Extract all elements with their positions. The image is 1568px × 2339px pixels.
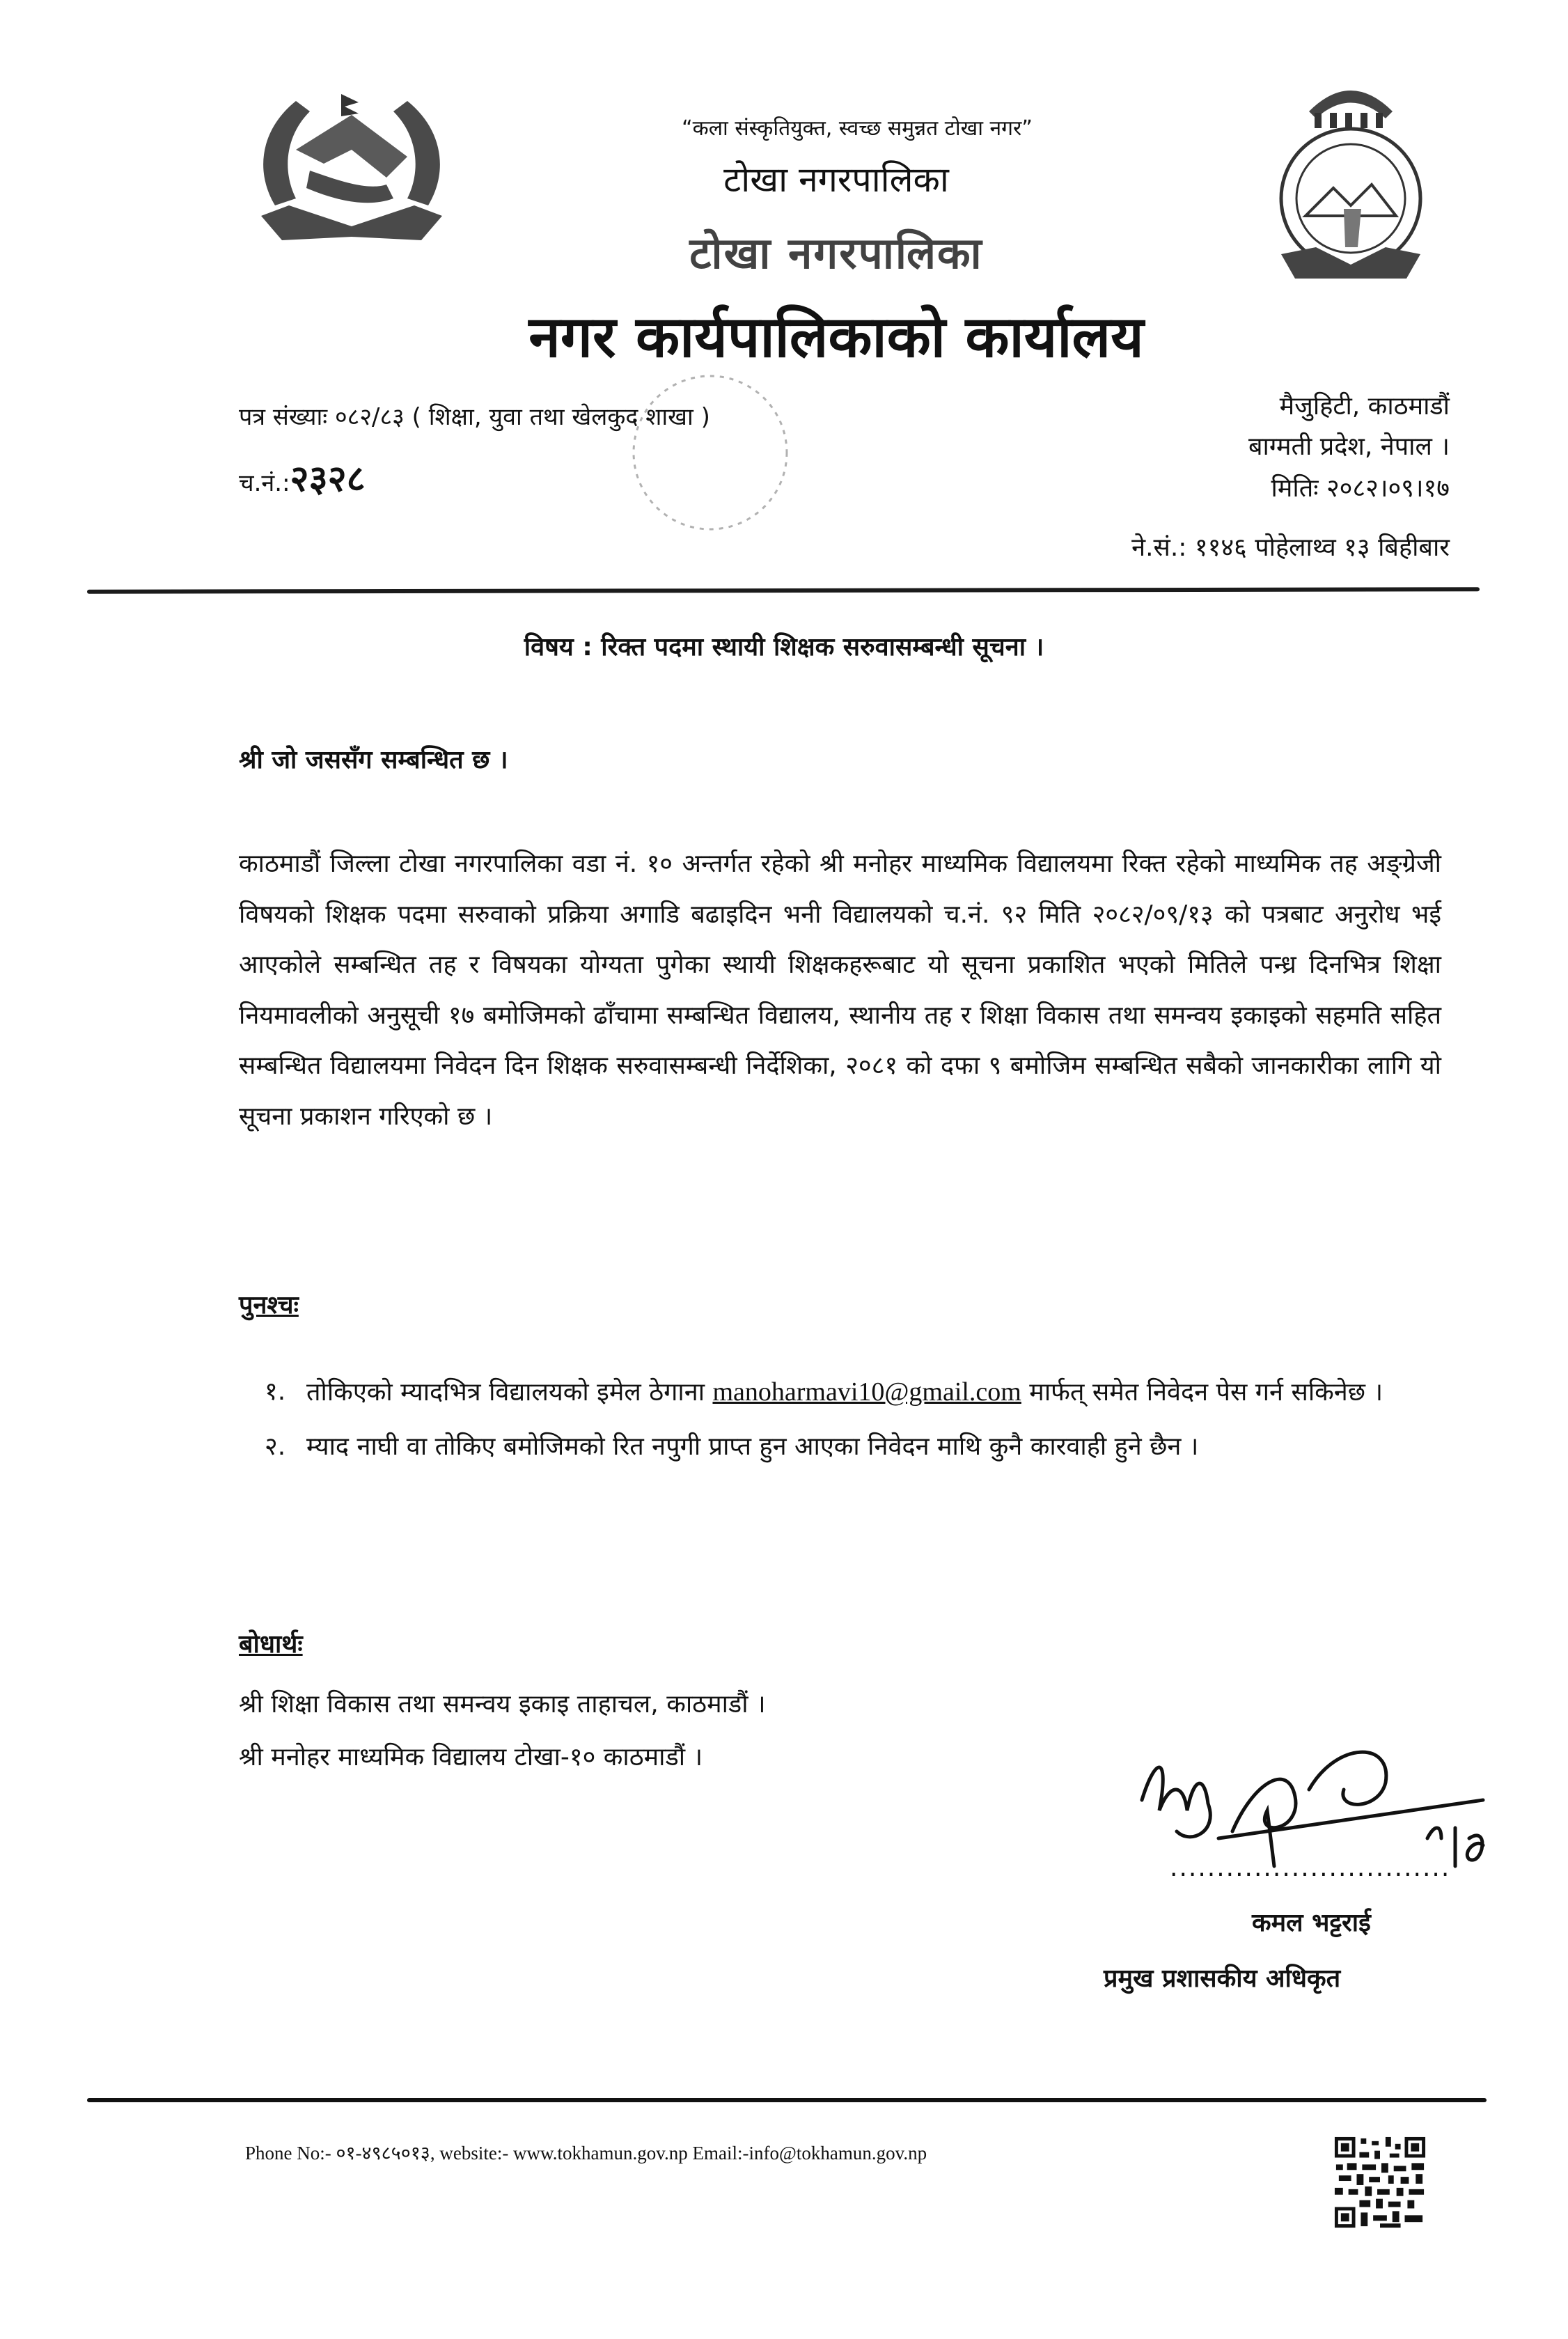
letter-body: काठमाडौं जिल्ला टोखा नगरपालिका वडा नं. १० अन्तर्गत रहेको श्री मनोहर माध्यमिक विद्यालयमा रिक्त रहेको माध्यमिक तह अङ्ग्रेजी विषयको शिक्षक पदमा सरुवाको प्रक्रिया अगाडि बढाइदिन भनी विद्यालयको च.नं. ९२ मिति २०८२/०९/१३ को पत्रबाट अनुरोध भई आएकोले सम्बन्धित तह र विषयका योग्यता पुगेका स्थायी शिक्षकहरूबाट यो सूचना प्रकाशित भएको मितिले पन्ध्र दिनभित्र शिक्षा नियमावलीको अनुसूची १७ बमोजिमको ढाँचामा सम्बन्धित विद्यालय, स्थानीय तह र शिक्षा विकास तथा समन्वय इकाइको सहमति सहित सम्बन्धित विद्यालयमा निवेदन दिन शिक्षक सरुवासम्बन्धी निर्देशिका, २०८१ को दफा ९ बमोजिम सम्बन्धित सबैको जानकारीका लागि यो सूचना प्रकाशन गरिएको छ । bbox=[239, 850, 1441, 1131]
postscript-list bbox=[265, 1365, 1448, 1474]
qr-code-icon[interactable] bbox=[1332, 2133, 1428, 2232]
salutation: श्री जो जससँग सम्बन्धित छ । bbox=[239, 746, 508, 774]
office-address bbox=[1248, 386, 1450, 467]
reference-number bbox=[239, 400, 710, 432]
postscript-item bbox=[265, 1420, 1448, 1474]
letter-date bbox=[1271, 470, 1450, 504]
cc-list bbox=[239, 1678, 766, 1784]
address-line-2: बाग्मती प्रदेश, नेपाल । bbox=[1248, 432, 1450, 461]
header-divider bbox=[87, 587, 1480, 593]
item-number: १. bbox=[265, 1377, 286, 1406]
postscript-item bbox=[265, 1365, 1448, 1420]
municipality-name-faded: टोखा नगरपालिका bbox=[689, 228, 983, 279]
municipality-motto: “कला संस्कृतियुक्त, स्वच्छ समुन्नत टोखा नगर” bbox=[682, 116, 1033, 141]
cc-title: बोधार्थः bbox=[239, 1630, 303, 1659]
chalan-number bbox=[239, 453, 366, 502]
item-number: २. bbox=[265, 1432, 286, 1461]
office-stamp-icon bbox=[606, 362, 815, 543]
school-email-link[interactable]: manoharmavi10@gmail.com bbox=[712, 1377, 1021, 1407]
signer-name: कमल भट्टराई bbox=[1252, 1909, 1371, 1937]
footer-contact: Phone No:- ०१-४९८५०१३, website:- www.tokhamun.gov.np Email:-info@tokhamun.gov.np bbox=[245, 2143, 927, 2164]
footer-divider bbox=[87, 2098, 1487, 2102]
office-title: नगर कार्यपालिकाको कार्यालय bbox=[528, 304, 1144, 370]
nepal-sambat-date: ने.सं.: ११४६ पोहेलाथ्व १३ बिहीबार bbox=[1131, 533, 1450, 562]
letter-subject: विषय : रिक्त पदमा स्थायी शिक्षक सरुवासम्बन्धी सूचना । bbox=[524, 633, 1044, 662]
reference-label: पत्र संख्याः bbox=[239, 403, 328, 431]
municipality-name: टोखा नगरपालिका bbox=[723, 159, 949, 200]
cc-item: श्री मनोहर माध्यमिक विद्यालय टोखा-१० काठमाडौं । bbox=[239, 1743, 703, 1771]
postscript-title: पुनश्चः bbox=[239, 1291, 299, 1320]
date-value: २०८२।०९।१७ bbox=[1326, 474, 1450, 503]
item-text: मार्फत् समेत निवेदन पेस गर्न सकिनेछ । bbox=[1021, 1378, 1383, 1407]
chalan-value: २३२८ bbox=[290, 458, 366, 500]
signer-designation: प्रमुख प्रशासकीय अधिकृत bbox=[1104, 1964, 1341, 1993]
cc-item: श्री शिक्षा विकास तथा समन्वय इकाइ ताहाचल, काठमाडौं । bbox=[239, 1690, 766, 1719]
item-text: तोकिएको म्यादभित्र विद्यालयको इमेल ठेगाना bbox=[306, 1378, 713, 1407]
chalan-label: च.नं.: bbox=[239, 469, 290, 497]
date-label: मितिः bbox=[1271, 474, 1319, 503]
address-line-1: मैजुहिटी, काठमाडौं bbox=[1279, 392, 1450, 421]
signature-line: .............................. bbox=[1170, 1854, 1451, 1882]
reference-value: ०८२/८३ ( शिक्षा, युवा तथा खेलकुद शाखा ) bbox=[334, 403, 710, 431]
item-text: म्याद नाघी वा तोकिए बमोजिमको रित नपुगी प्राप्त हुन आएका निवेदन माथि कुनै कारवाही हुने छैन । bbox=[306, 1432, 1199, 1461]
